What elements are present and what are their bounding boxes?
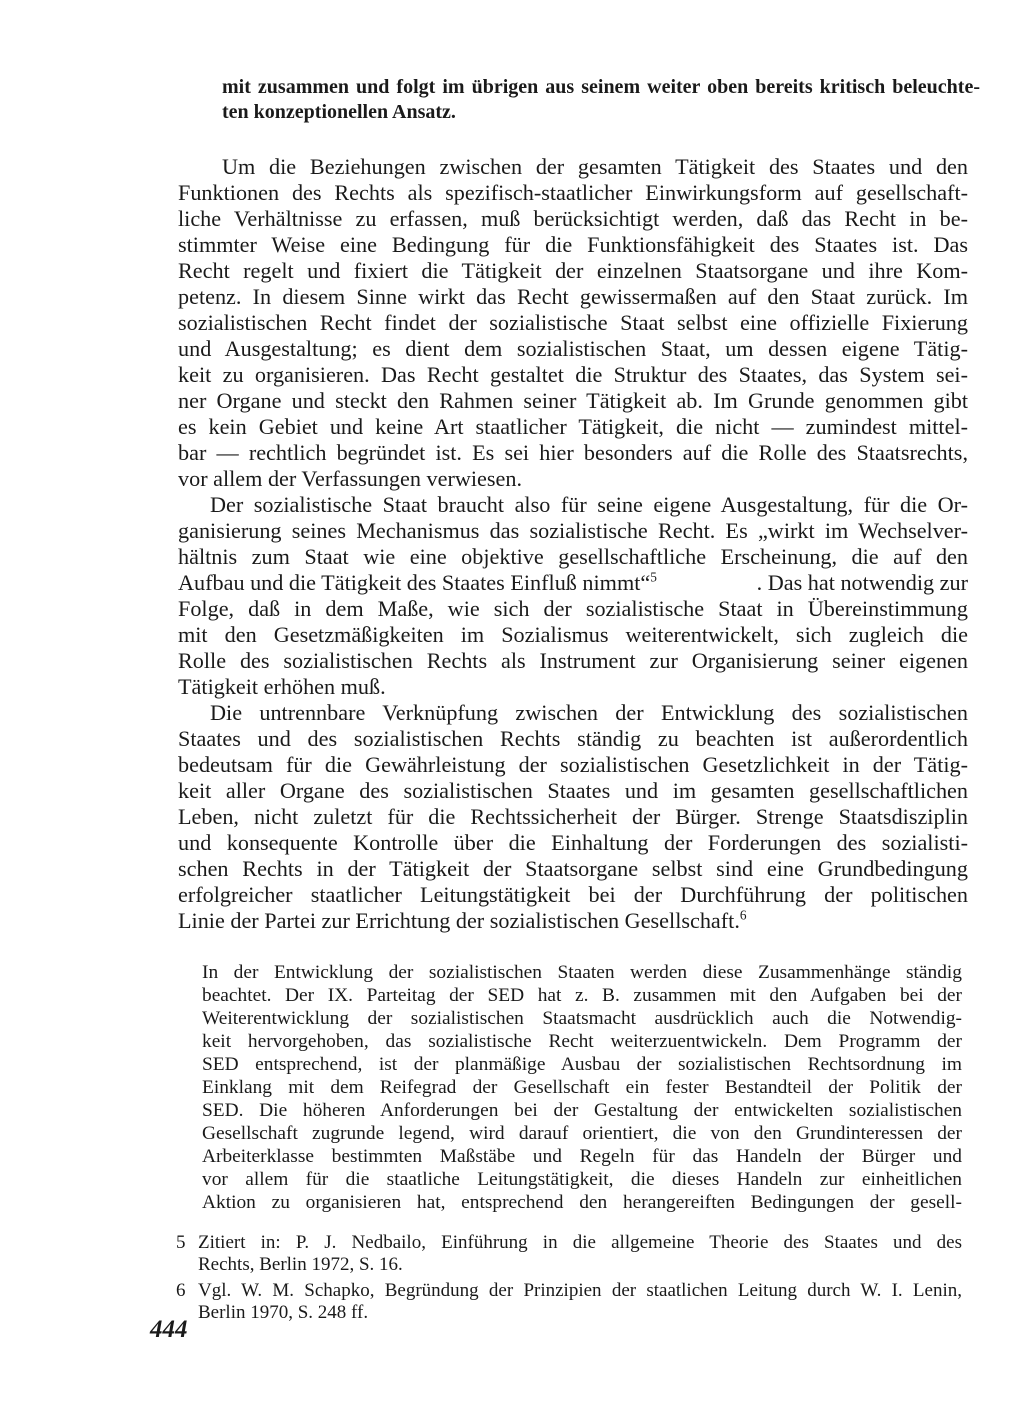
intro-line: mit zusammen und folgt im übrigen aus seinem weiter oben bereits kritisch beleuchte- <box>222 76 980 98</box>
small-print-line: keit hervorgehoben, das sozialistische Recht weiterzuentwickeln. Dem Programm der <box>202 1031 962 1052</box>
body-line: Recht regelt und fixiert die Tätigkeit der einzelnen Staatsorgane und ihre Kom- <box>178 258 968 283</box>
body-line: liche Verhältnisse zu erfassen, muß berücksichtigt werden, daß das Recht in be- <box>178 206 968 231</box>
body-line: mit den Gesetzmäßigkeiten im Sozialismus weiterentwickelt, sich zugleich die <box>178 622 968 647</box>
intro-line: ten konzeptionellen Ansatz. <box>222 101 456 123</box>
body-line: Leben, nicht zuletzt für die Rechtssicherheit der Bürger. Strenge Staatsdisziplin <box>178 804 968 829</box>
body-line: Die untrennbare Verknüpfung zwischen der Entwicklung des sozialistischen <box>210 700 968 725</box>
body-line: erfolgreicher staatlicher Leitungstätigkeit bei der Durchführung der politischen <box>178 882 968 907</box>
footnote-ref: 6 <box>739 907 747 923</box>
body-line-text: Aufbau und die Tätigkeit des Staates Einfluß nimmt“ <box>178 570 651 595</box>
small-print-line: Aktion zu organisieren hat, entsprechend den herangereiften Bedingungen der gesell- <box>202 1192 962 1213</box>
small-print-line: vor allem für die staatliche Leitungstätigkeit, die dieses Handeln zur einheitlichen <box>202 1169 962 1190</box>
body-line: schen Rechts in der Tätigkeit der Staatsorgane selbst sind eine Grundbedingung <box>178 856 968 881</box>
body-line: Rolle des sozialistischen Rechts als Instrument zur Organisierung seiner eigenen <box>178 648 968 673</box>
page-number: 444 <box>150 1316 188 1343</box>
body-line: Folge, daß in dem Maße, wie sich der sozialistische Staat in Übereinstimmung <box>178 596 968 621</box>
body-line: bar — rechtlich begründet ist. Es sei hier besonders auf die Rolle des Staatsrechts, <box>178 440 968 465</box>
small-print-line: SED. Die höheren Anforderungen bei der Gestaltung der entwickelten sozialistischen <box>202 1100 962 1121</box>
body-line: sozialistischen Recht findet der sozialistische Staat selbst eine offizielle Fixierung <box>178 310 968 335</box>
body-line: bedeutsam für die Gewährleistung der sozialistischen Gesetzlichkeit in der Tätig- <box>178 752 968 777</box>
small-print-line: In der Entwicklung der sozialistischen Staaten werden diese Zusammenhänge ständig <box>202 962 962 983</box>
small-print-line: SED entsprechend, ist der planmäßige Ausbau der sozialistischen Rechtsordnung im <box>202 1054 962 1075</box>
footnote-ref: 5 <box>650 569 657 585</box>
small-print-line: Einklang mit dem Reifegrad der Gesellschaft ein fester Bestandteil der Politik der <box>202 1077 962 1098</box>
footnote-line: Rechts, Berlin 1972, S. 16. <box>198 1254 403 1275</box>
body-line-text: Linie der Partei zur Errichtung der sozialistischen Gesellschaft. <box>178 908 740 933</box>
footnote-line: Vgl. W. M. Schapko, Begründung der Prinzipien der staatlichen Leitung durch W. I. Lenin, <box>198 1280 962 1301</box>
body-line: und Ausgestaltung; es dient dem sozialistischen Staat, um dessen eigene Tätig- <box>178 336 968 361</box>
body-line <box>178 908 968 934</box>
body-line: Funktionen des Rechts als spezifisch-staatlicher Einwirkungsform auf gesellschaft- <box>178 180 968 205</box>
small-print-line: Weiterentwicklung der sozialistischen Staatsmacht ausdrücklich auch die Notwendig- <box>202 1008 962 1029</box>
body-line: und konsequente Kontrolle über die Einhaltung der Forderungen des sozialisti- <box>178 830 968 855</box>
body-line: es kein Gebiet und keine Art staatlicher Tätigkeit, die nicht — zumindest mittel- <box>178 414 968 439</box>
small-print-line: Arbeiterklasse bestimmten Maßstäbe und Regeln für das Handeln der Bürger und <box>202 1146 962 1167</box>
footnote-number: 5 <box>176 1232 186 1253</box>
footnote-line: Berlin 1970, S. 248 ff. <box>198 1302 369 1323</box>
body-line: Um die Beziehungen zwischen der gesamten Tätigkeit des Staates und den <box>222 154 968 179</box>
body-line: keit zu organisieren. Das Recht gestaltet die Struktur des Staates, das System sei- <box>178 362 968 387</box>
body-line-tail: . Das hat notwendig zur <box>756 570 968 595</box>
body-line: petenz. In diesem Sinne wirkt das Recht gewissermaßen auf den Staat zurück. Im <box>178 284 968 309</box>
body-line <box>178 570 968 596</box>
footnote-number: 6 <box>176 1280 186 1301</box>
body-line: vor allem der Verfassungen verwiesen. <box>178 466 522 491</box>
body-line: Tätigkeit erhöhen muß. <box>178 674 386 699</box>
body-line: keit aller Organe des sozialistischen Staates und im gesamten gesellschaftlichen <box>178 778 968 803</box>
body-line: hältnis zum Staat wie eine objektive gesellschaftliche Erscheinung, die auf den <box>178 544 968 569</box>
footnote-line: Zitiert in: P. J. Nedbailo, Einführung in die allgemeine Theorie des Staates und des <box>198 1232 962 1253</box>
body-line: Der sozialistische Staat braucht also für seine eigene Ausgestaltung, für die Or- <box>210 492 968 517</box>
body-line: Staates und des sozialistischen Rechts ständig zu beachten ist außerordentlich <box>178 726 968 751</box>
body-line: ganisierung seines Mechanismus das sozialistische Recht. Es „wirkt im Wechselver- <box>178 518 968 543</box>
body-line: ner Organe und steckt den Rahmen seiner Tätigkeit ab. Im Grunde genommen gibt <box>178 388 968 413</box>
small-print-line: Gesellschaft zugrunde legend, wird darauf orientiert, die von den Grundinteressen der <box>202 1123 962 1144</box>
body-line: stimmter Weise eine Bedingung für die Funktionsfähigkeit des Staates ist. Das <box>178 232 968 257</box>
small-print-line: beachtet. Der IX. Parteitag der SED hat z. B. zusammen mit den Aufgaben bei der <box>202 985 962 1006</box>
